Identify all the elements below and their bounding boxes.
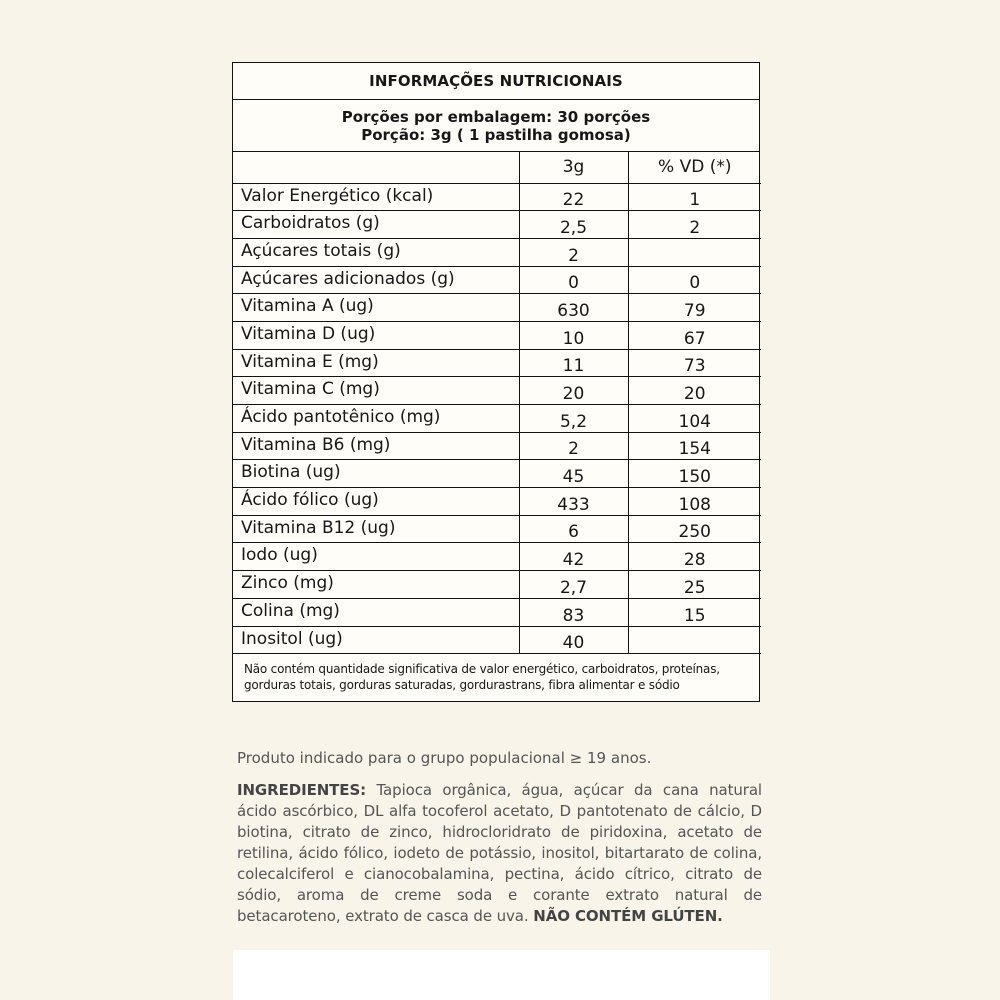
servings-per-package: Porções por embalagem: 30 porções: [341, 108, 651, 126]
nutrient-amount: 20: [519, 377, 628, 405]
daily-value-percent: 73: [628, 349, 761, 377]
daily-value-percent: 150: [628, 460, 761, 488]
daily-value-percent: [628, 238, 761, 266]
nutrient-amount: 2,7: [519, 571, 628, 599]
nutrient-amount: 2,5: [519, 211, 628, 239]
nutrient-amount: 10: [519, 321, 628, 349]
nutrient-name: Vitamina D (ug): [233, 321, 519, 349]
nutrient-name: Iodo (ug): [233, 543, 519, 571]
nutrient-amount: 40: [519, 626, 628, 654]
table-row: [233, 460, 761, 488]
nutrition-facts-panel: [232, 62, 760, 702]
table-row: [233, 321, 761, 349]
nutrient-amount: 2: [519, 432, 628, 460]
nutrient-name: Açúcares totais (g): [233, 238, 519, 266]
ingredients-label: INGREDIENTES:: [237, 781, 367, 799]
nutrient-amount: 0: [519, 266, 628, 294]
table-row: [233, 543, 761, 571]
nutrient-name: Ácido pantotênico (mg): [233, 405, 519, 433]
table-row: [233, 211, 761, 239]
table-row: [233, 598, 761, 626]
nutrient-amount: 2: [519, 238, 628, 266]
nutrient-name: Valor Energético (kcal): [233, 183, 519, 211]
table-row: [233, 266, 761, 294]
nutrient-name: Vitamina B6 (mg): [233, 432, 519, 460]
table-row: [233, 405, 761, 433]
population-indication: Produto indicado para o grupo populacional ≥ 19 anos.: [237, 749, 652, 767]
nutrient-name: Inositol (ug): [233, 626, 519, 654]
nutrition-footnote-line: gorduras totais, gorduras saturadas, gordurastrans, fibra alimentar e sódio: [244, 678, 680, 693]
amount-column-header: 3g: [519, 152, 628, 183]
daily-value-percent: 20: [628, 377, 761, 405]
serving-information: [233, 100, 759, 152]
daily-value-percent: [628, 626, 761, 654]
nutrition-footnote: [233, 654, 759, 700]
nutrient-name: Vitamina C (mg): [233, 377, 519, 405]
nutrient-amount: 630: [519, 294, 628, 322]
gluten-warning: NÃO CONTÉM GLÚTEN.: [533, 907, 723, 925]
ingredients-list: Tapioca orgânica, água, açúcar da cana natural ácido ascórbico, DL alfa tocoferol acetato, D pantotenato de cálcio, D biotina, citrato de zinco, hidrocloridrato de piridoxina, acetato de retilina, ácido fólico, iodeto de potássio, inositol, bitartarato de colina, colecalciferol e cianocobalamina, pectina, ácido cítrico, citrato de sódio, aroma de creme soda e corante extrato natural de betacaroteno, extrato de casca de uva.: [237, 781, 762, 925]
daily-value-percent: 0: [628, 266, 761, 294]
daily-value-percent: 67: [628, 321, 761, 349]
nutrient-amount: 83: [519, 598, 628, 626]
nutrient-amount: 11: [519, 349, 628, 377]
daily-value-percent: 108: [628, 488, 761, 516]
nutrient-name: Carboidratos (g): [233, 211, 519, 239]
nutrient-column-header: [233, 152, 519, 183]
nutrient-name: Colina (mg): [233, 598, 519, 626]
daily-value-percent: 104: [628, 405, 761, 433]
bottom-white-panel: [233, 950, 770, 1000]
daily-value-percent: 1: [628, 183, 761, 211]
ingredients-paragraph: [237, 780, 762, 927]
table-row: [233, 432, 761, 460]
nutrient-name: Açúcares adicionados (g): [233, 266, 519, 294]
nutrient-name: Biotina (ug): [233, 460, 519, 488]
daily-value-percent: 79: [628, 294, 761, 322]
nutrient-amount: 6: [519, 515, 628, 543]
daily-value-percent: 28: [628, 543, 761, 571]
nutrient-amount: 22: [519, 183, 628, 211]
daily-value-percent: 250: [628, 515, 761, 543]
table-row: [233, 349, 761, 377]
table-row: [233, 626, 761, 654]
table-row: [233, 488, 761, 516]
nutrient-amount: 42: [519, 543, 628, 571]
table-row: [233, 238, 761, 266]
nutrient-amount: 5,2: [519, 405, 628, 433]
nutrient-amount: 433: [519, 488, 628, 516]
table-row: [233, 377, 761, 405]
nutrient-name: Vitamina E (mg): [233, 349, 519, 377]
nutrient-name: Ácido fólico (ug): [233, 488, 519, 516]
daily-value-column-header: % VD (*): [628, 152, 761, 183]
nutrition-table: [233, 152, 761, 654]
table-row: [233, 294, 761, 322]
table-row: [233, 571, 761, 599]
nutrient-name: Zinco (mg): [233, 571, 519, 599]
table-row: [233, 515, 761, 543]
table-row: [233, 183, 761, 211]
daily-value-percent: 25: [628, 571, 761, 599]
daily-value-percent: 2: [628, 211, 761, 239]
nutrient-name: Vitamina A (ug): [233, 294, 519, 322]
nutrition-title: INFORMAÇÕES NUTRICIONAIS: [233, 63, 759, 100]
portion-size: Porção: 3g ( 1 pastilha gomosa): [361, 126, 631, 144]
daily-value-percent: 154: [628, 432, 761, 460]
nutrient-amount: 45: [519, 460, 628, 488]
nutrition-footnote-line: Não contém quantidade significativa de valor energético, carboidratos, proteínas,: [244, 662, 720, 677]
nutrient-name: Vitamina B12 (ug): [233, 515, 519, 543]
nutrition-table-header-row: [233, 152, 761, 183]
daily-value-percent: 15: [628, 598, 761, 626]
